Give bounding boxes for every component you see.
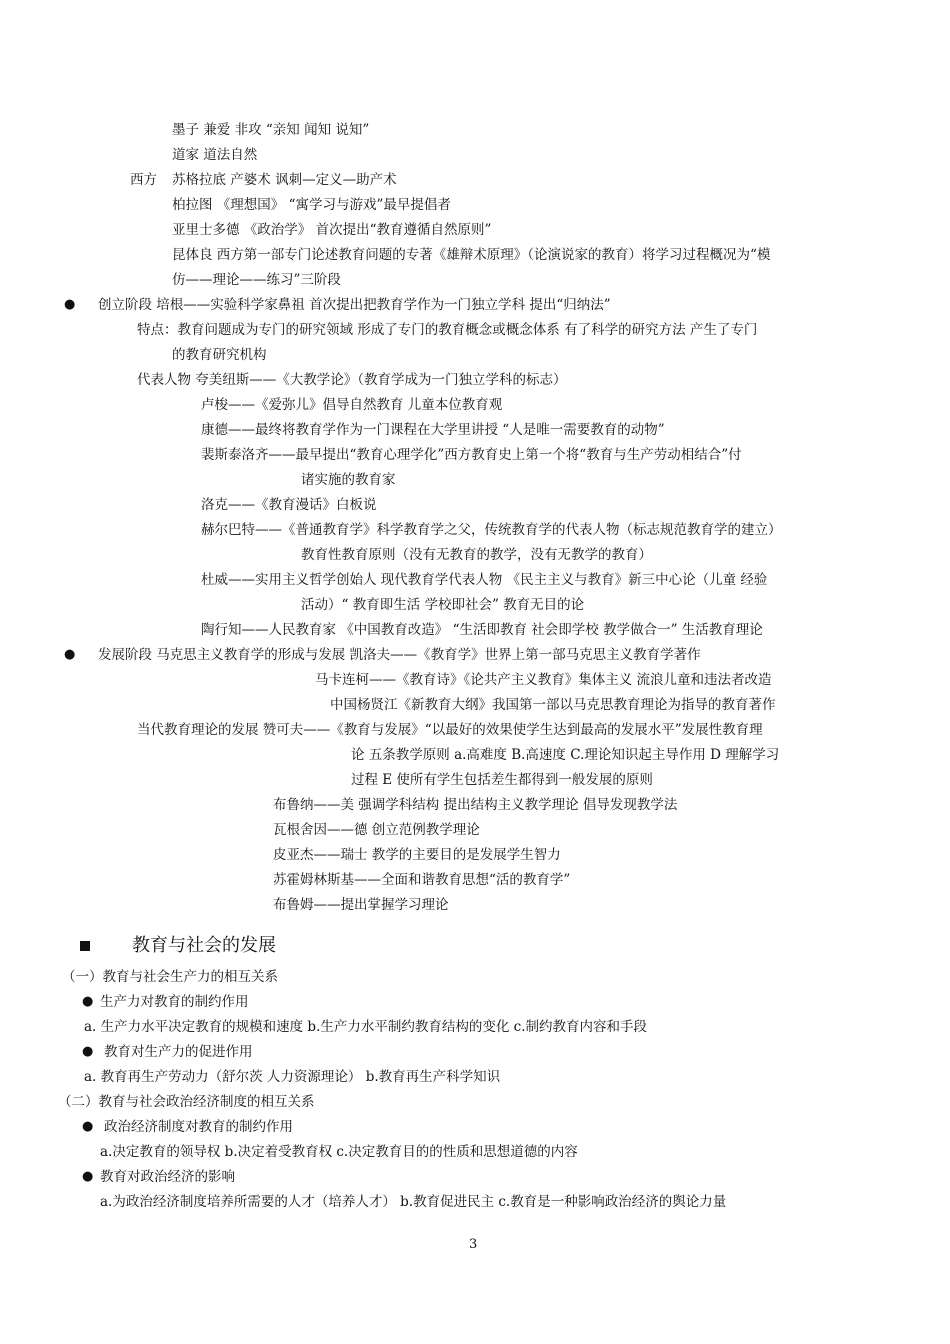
text-line: a.决定教育的领导权 b.决定着受教育权 c.决定教育目的的性质和思想道德的内容 (100, 1144, 578, 1160)
text-line: 裴斯泰洛齐——最早提出“教育心理学化”西方教育史上第一个将“教育与生产劳动相结合”付 (201, 447, 742, 463)
text-line: 代表人物 夸美纽斯——《大教学论》（教育学成为一门独立学科的标志） (137, 372, 567, 388)
subsection-title: （一）教育与社会生产力的相互关系 (62, 969, 278, 985)
bullet-icon: ● (64, 647, 76, 662)
text-line: 墨子 兼爱 非攻 “亲知 闻知 说知” (172, 122, 370, 138)
text-line: 昆体良 西方第一部专门论述教育问题的专著《雄辩术原理》（论演说家的教育）将学习过程概况为“模 (172, 247, 771, 263)
text-line: 柏拉图 《理想国》 “寓学习与游戏”最早提倡者 (172, 197, 451, 213)
text-line: 西方 (130, 172, 157, 188)
page-number: 3 (469, 1237, 478, 1252)
text-line: 当代教育理论的发展 赞可夫——《教育与发展》“以最好的效果使学生达到最高的发展水平”发展性教育理 (137, 722, 763, 738)
text-line: 教育对生产力的促进作用 (104, 1044, 253, 1060)
text-line: 道家 道法自然 (172, 147, 258, 163)
text-line: 苏格拉底 产婆术 讽刺—定义—助产术 (172, 172, 397, 188)
text-line: a.为政治经济制度培养所需要的人才（培养人才） b.教育促进民主 c.教育是一种影响政治经济的舆论力量 (100, 1194, 727, 1210)
text-line: 活动）“ 教育即生活 学校即社会” 教育无目的论 (301, 597, 585, 613)
subsection-title: （二）教育与社会政治经济制度的相互关系 (58, 1094, 315, 1110)
text-line: 康德——最终将教育学作为一门课程在大学里讲授 “人是唯一需要教育的动物” (201, 422, 665, 438)
text-line: 皮亚杰——瑞士 教学的主要目的是发展学生智力 (273, 847, 561, 863)
text-line: 过程 E 使所有学生包括差生都得到一般发展的原则 (351, 772, 653, 788)
text-line: 仿——理论——练习”三阶段 (172, 272, 341, 288)
text-line: 生产力对教育的制约作用 (100, 994, 249, 1010)
text-line: 诸实施的教育家 (301, 472, 396, 488)
text-line: 布鲁姆——提出掌握学习理论 (273, 897, 449, 913)
text-line: a. 生产力水平决定教育的规模和速度 b.生产力水平制约教育结构的变化 c.制约教育内容和手段 (84, 1019, 647, 1035)
bullet-icon: ● (64, 297, 76, 312)
text-line: 马卡连柯——《教育诗》《论共产主义教育》集体主义 流浪儿童和违法者改造 (315, 672, 772, 688)
text-line: 苏霍姆林斯基——全面和谐教育思想“活的教育学” (273, 872, 571, 888)
bullet-icon: ● (82, 1044, 94, 1059)
text-line: 亚里士多德 《政治学》 首次提出“教育遵循自然原则” (172, 222, 492, 238)
text-line: 政治经济制度对教育的制约作用 (104, 1119, 293, 1135)
section-heading: 教育与社会的发展 (132, 935, 276, 956)
text-line: 洛克——《教育漫话》白板说 (201, 497, 377, 513)
text-line: 陶行知——人民教育家 《中国教育改造》 “生活即教育 社会即学校 教学做合一” 生活教育理论 (201, 622, 763, 638)
square-bullet-icon (80, 941, 90, 951)
text-line: 创立阶段 培根——实验科学家鼻祖 首次提出把教育学作为一门独立学科 提出“归纳法” (98, 297, 611, 313)
text-line: 特点：教育问题成为专门的研究领域 形成了专门的教育概念或概念体系 有了科学的研究方法 产生了专门 (137, 322, 758, 338)
text-line: 瓦根舍因——德 创立范例教学理论 (273, 822, 480, 838)
text-line: 杜威——实用主义哲学创始人 现代教育学代表人物 《民主主义与教育》新三中心论（儿童 经验 (201, 572, 768, 588)
text-line: 教育性教育原则（没有无教育的教学，没有无教学的教育） (301, 547, 652, 563)
text-line: 论 五条教学原则 a.高难度 B.高速度 C.理论知识起主导作用 D 理解学习 (351, 747, 780, 763)
bullet-icon: ● (82, 1169, 94, 1184)
text-line: 教育对政治经济的影响 (100, 1169, 235, 1185)
text-line: 赫尔巴特——《普通教育学》科学教育学之父，传统教育学的代表人物（标志规范教育学的建立） (201, 522, 782, 538)
text-line: 卢梭——《爱弥儿》倡导自然教育 儿童本位教育观 (201, 397, 503, 413)
text-line: 中国杨贤江《新教育大纲》我国第一部以马克思教育理论为指导的教育著作 (330, 697, 776, 713)
text-line: 的教育研究机构 (172, 347, 267, 363)
bullet-icon: ● (82, 994, 94, 1009)
text-line: a. 教育再生产劳动力（舒尔茨 人力资源理论） b.教育再生产科学知识 (84, 1069, 501, 1085)
text-line: 发展阶段 马克思主义教育学的形成与发展 凯洛夫——《教育学》世界上第一部马克思主义教育学著作 (98, 647, 701, 663)
text-line: 布鲁纳——美 强调学科结构 提出结构主义教学理论 倡导发现教学法 (273, 797, 678, 813)
bullet-icon: ● (82, 1119, 94, 1134)
